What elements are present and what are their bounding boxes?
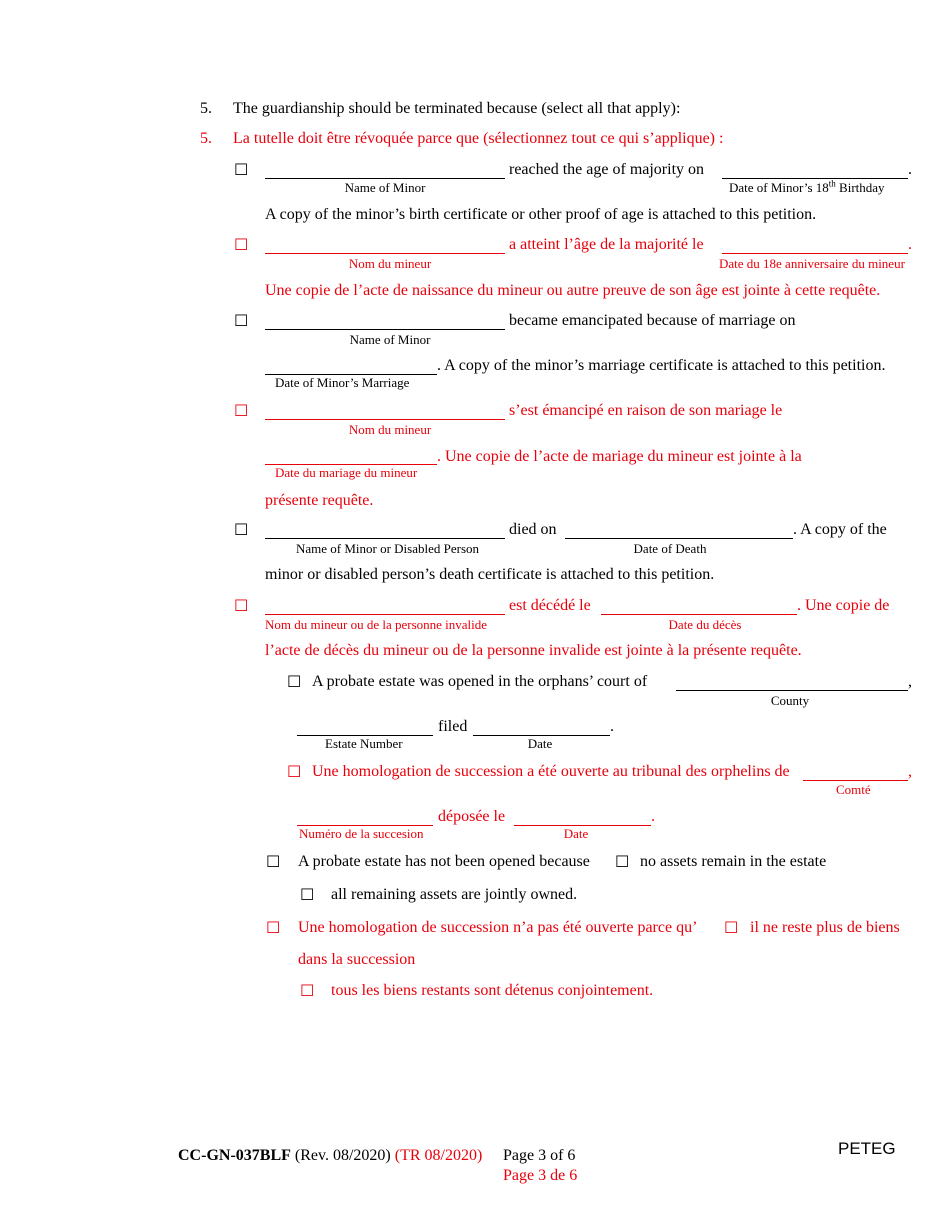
death-certificate-note-fr: l’acte de décès du mineur ou de la personne invalide est jointe à la présente requête. xyxy=(265,642,802,659)
form-revision: (Rev. 08/2020) xyxy=(294,1147,391,1164)
probate-not-opened-text-fr: Une homologation de succession n’a pas été ouverte parce qu’ xyxy=(298,919,698,936)
death-checkbox-fr[interactable]: ☐ xyxy=(234,596,249,615)
county-label-fr: Comté xyxy=(836,782,871,797)
probate-opened-checkbox-en[interactable]: ☐ xyxy=(287,672,302,691)
probate-opened-text-fr: Une homologation de succession a été ouverte au tribunal des orphelins de xyxy=(312,763,790,780)
item-number-fr: 5. xyxy=(200,130,212,147)
jointly-owned-checkbox-fr[interactable]: ☐ xyxy=(300,981,315,1000)
no-assets-text-en: no assets remain in the estate xyxy=(640,853,827,870)
majority-text-en: reached the age of majority on xyxy=(509,161,705,178)
birthday-date-label: Date of Minor’s 18th Birthday xyxy=(729,178,885,195)
page-number-en: Page 3 of 6 xyxy=(503,1147,576,1164)
majority-text-fr: a atteint l’âge de la majorité le xyxy=(509,236,704,253)
deceased-name-field-fr[interactable] xyxy=(265,614,505,615)
death-date-label: Date of Death xyxy=(633,541,707,556)
emancipation-text-fr: s’est émancipé en raison de son mariage le xyxy=(509,402,783,419)
no-assets-text-fr-cont: dans la succession xyxy=(298,951,416,968)
no-assets-checkbox-fr[interactable]: ☐ xyxy=(724,918,739,937)
form-code: PETEG xyxy=(838,1139,896,1158)
jointly-owned-checkbox-en[interactable]: ☐ xyxy=(300,885,315,904)
death-date-label-fr: Date du décès xyxy=(668,617,742,632)
section-heading-fr: La tutelle doit être révoquée parce que (sélectionnez tout ce qui s’applique) : xyxy=(233,130,724,147)
emancipation-name-label: Name of Minor xyxy=(349,332,431,347)
filed-date-label-fr: Date xyxy=(563,826,589,841)
birthday-date-label-fr: Date du 18e anniversaire du mineur xyxy=(719,256,905,271)
filed-period: . xyxy=(610,718,614,735)
death-date-field[interactable] xyxy=(565,538,793,539)
county-comma: , xyxy=(908,673,912,690)
probate-not-opened-text-en: A probate estate has not been opened because xyxy=(298,853,590,870)
emancipation-name-label-fr: Nom du mineur xyxy=(348,422,432,437)
no-assets-text-fr: il ne reste plus de biens xyxy=(750,919,900,936)
jointly-owned-text-en: all remaining assets are jointly owned. xyxy=(331,886,578,903)
marriage-certificate-note-en: . A copy of the minor’s marriage certificate is attached to this petition. xyxy=(437,357,886,374)
footer-form-id xyxy=(178,1147,482,1165)
emancipation-checkbox-en[interactable]: ☐ xyxy=(234,311,249,330)
death-date-field-fr[interactable] xyxy=(601,614,797,615)
jointly-owned-text-fr: tous les biens restants sont détenus conjointement. xyxy=(331,982,654,999)
page-number-fr: Page 3 de 6 xyxy=(503,1167,578,1184)
county-label: County xyxy=(770,693,810,708)
probate-not-opened-checkbox-en[interactable]: ☐ xyxy=(266,852,281,871)
death-copy-text-fr: . Une copie de xyxy=(797,597,890,614)
minor-name-label: Name of Minor xyxy=(344,180,426,195)
probate-opened-text-en: A probate estate was opened in the orphans’ court of xyxy=(312,673,648,690)
emancipation-text-en: became emancipated because of marriage on xyxy=(509,312,796,329)
marriage-date-label: Date of Minor’s Marriage xyxy=(275,375,410,390)
majority-period-fr: . xyxy=(908,236,912,253)
minor-name-label-fr: Nom du mineur xyxy=(348,256,432,271)
birth-certificate-note-en: A copy of the minor’s birth certificate or other proof of age is attached to this petition. xyxy=(265,206,817,223)
birthday-date-field-fr[interactable] xyxy=(722,253,908,254)
death-copy-text: . A copy of the xyxy=(793,521,887,538)
county-comma-fr: , xyxy=(908,763,912,780)
died-on-text-fr: est décédé le xyxy=(509,597,591,614)
majority-checkbox-en[interactable]: ☐ xyxy=(234,160,249,179)
deceased-name-field[interactable] xyxy=(265,538,505,539)
marriage-certificate-note-fr-cont: présente requête. xyxy=(265,492,374,509)
filed-period-fr: . xyxy=(651,808,655,825)
item-number: 5. xyxy=(200,100,212,117)
form-id: CC-GN-037BLF xyxy=(178,1147,291,1164)
death-checkbox-en[interactable]: ☐ xyxy=(234,520,249,539)
minor-name-field[interactable] xyxy=(265,178,505,179)
emancipation-minor-name-field-fr[interactable] xyxy=(265,419,505,420)
death-certificate-note-en: minor or disabled person’s death certificate is attached to this petition. xyxy=(265,566,715,583)
birth-certificate-note-fr: Une copie de l’acte de naissance du mineur ou autre preuve de son âge est jointe à cette requête. xyxy=(265,282,881,299)
estate-number-label: Estate Number xyxy=(325,736,403,751)
county-field[interactable] xyxy=(676,690,908,691)
translation-revision: (TR 08/2020) xyxy=(394,1147,483,1164)
marriage-date-label-fr: Date du mariage du mineur xyxy=(275,465,418,480)
filed-text: filed xyxy=(438,718,468,735)
probate-not-opened-checkbox-fr[interactable]: ☐ xyxy=(266,918,281,937)
filed-date-label: Date xyxy=(527,736,553,751)
deceased-name-label: Name of Minor or Disabled Person xyxy=(295,541,480,556)
died-on-text: died on xyxy=(509,521,557,538)
marriage-certificate-note-fr: . Une copie de l’acte de mariage du mineur est jointe à la xyxy=(437,448,802,465)
emancipation-minor-name-field[interactable] xyxy=(265,329,505,330)
county-field-fr[interactable] xyxy=(803,780,908,781)
estate-number-label-fr: Numéro de la succesion xyxy=(299,826,424,841)
majority-period-en: . xyxy=(908,161,912,178)
probate-opened-checkbox-fr[interactable]: ☐ xyxy=(287,762,302,781)
majority-checkbox-fr[interactable]: ☐ xyxy=(234,235,249,254)
section-heading-en: The guardianship should be terminated because (select all that apply): xyxy=(233,100,681,117)
birthday-date-field[interactable] xyxy=(722,178,908,179)
deceased-name-label-fr: Nom du mineur ou de la personne invalide xyxy=(265,617,488,632)
filed-text-fr: déposée le xyxy=(438,808,506,825)
no-assets-checkbox-en[interactable]: ☐ xyxy=(615,852,630,871)
minor-name-field-fr[interactable] xyxy=(265,253,505,254)
emancipation-checkbox-fr[interactable]: ☐ xyxy=(234,401,249,420)
